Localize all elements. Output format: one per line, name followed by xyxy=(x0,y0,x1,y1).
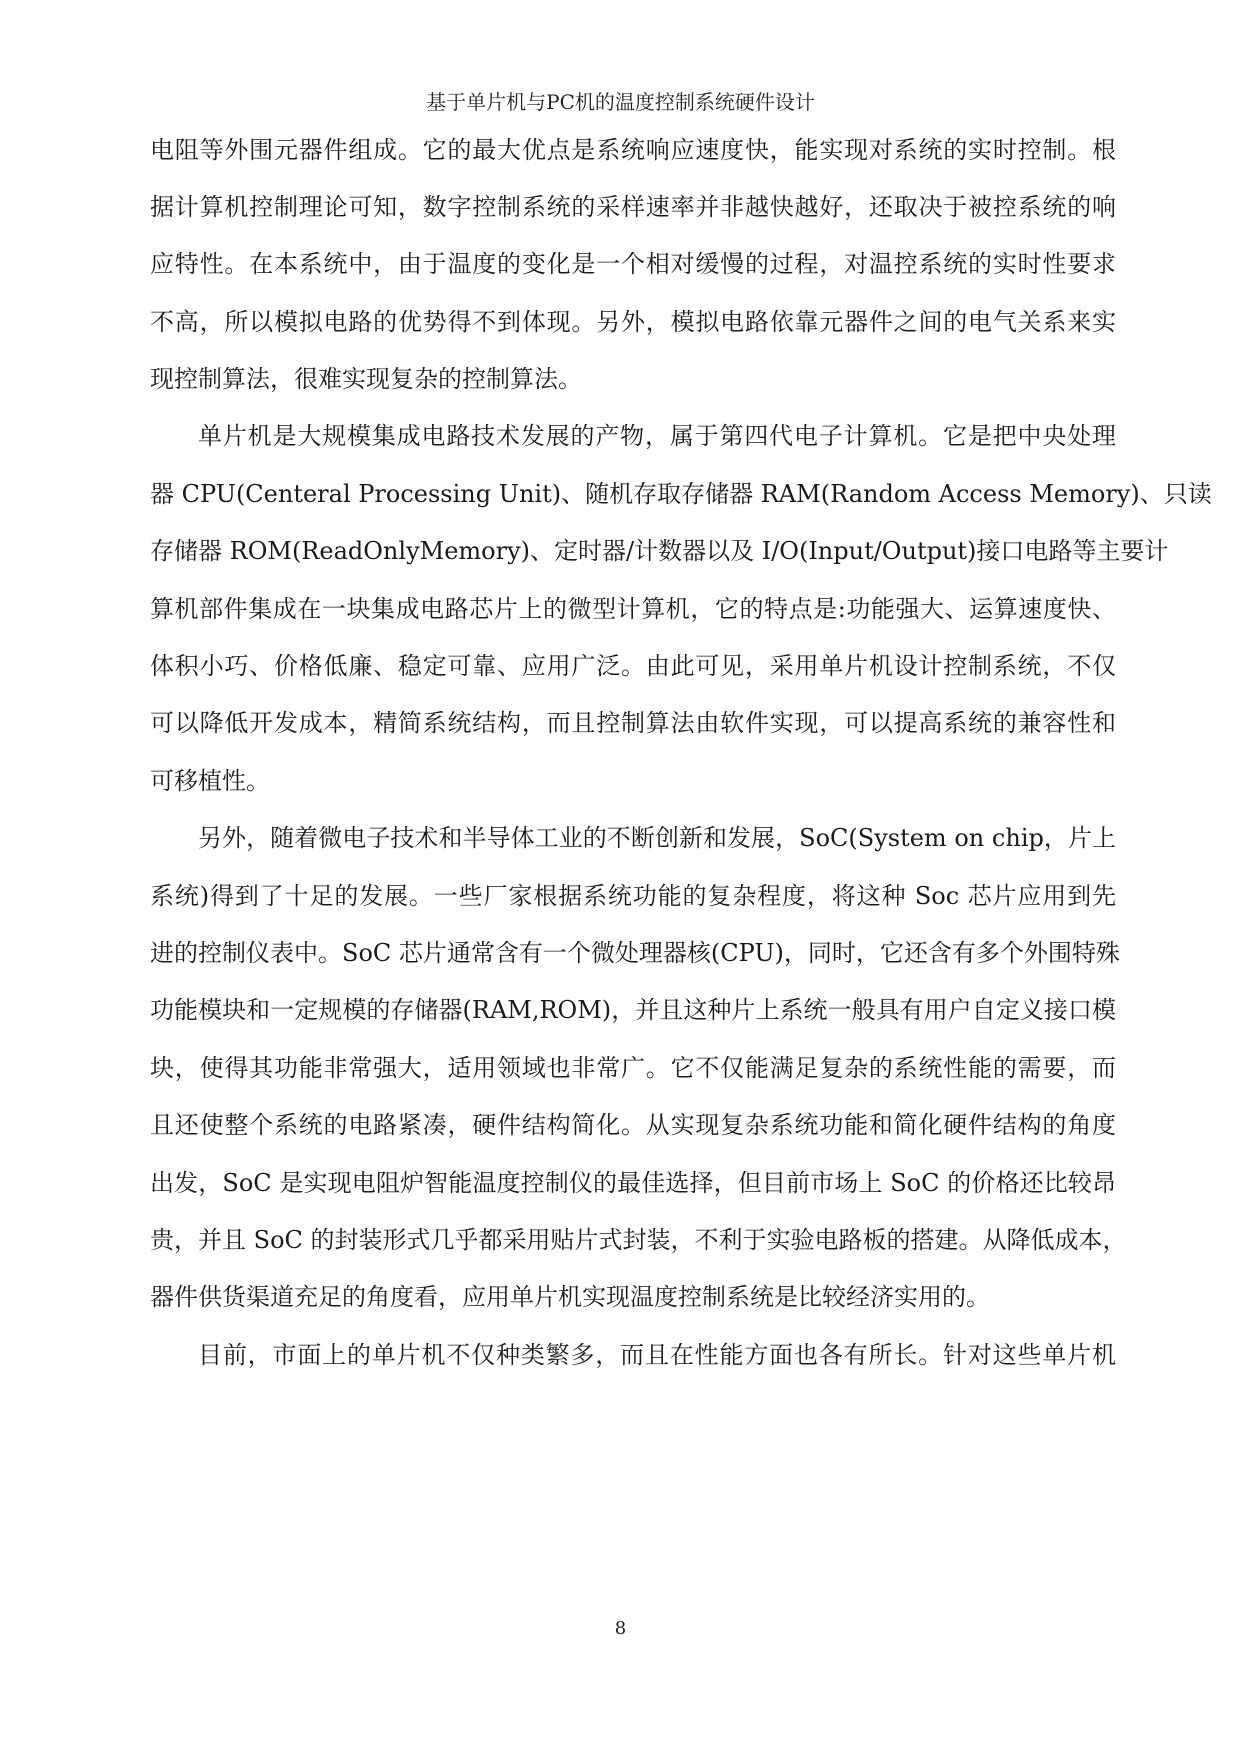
paragraph-line: 器 CPU(Centeral Processing Unit)、随机存取存储器 RAM(Random Access Memory)、只读 xyxy=(150,480,1212,508)
paragraph-line: 可以降低开发成本，精简系统结构，而且控制算法由软件实现，可以提高系统的兼容性和 xyxy=(150,709,1116,737)
paragraph-line: 存储器 ROM(ReadOnlyMemory)、定时器/计数器以及 I/O(Input/Output)接口电路等主要计 xyxy=(150,537,1169,565)
paragraph-line: 不高，所以模拟电路的优势得不到体现。另外，模拟电路依靠元器件之间的电气关系来实 xyxy=(150,308,1116,336)
running-header: 基于单片机与PC机的温度控制系统硬件设计 xyxy=(426,90,815,114)
paragraph-line: 贵，并且 SoC 的封装形式几乎都采用贴片式封装，不利于实验电路板的搭建。从降低成本， xyxy=(150,1226,1127,1254)
paragraph-line: 现控制算法，很难实现复杂的控制算法。 xyxy=(150,365,582,393)
paragraph-line: 电阻等外围元器件组成。它的最大优点是系统响应速度快，能实现对系统的实时控制。根 xyxy=(150,136,1116,164)
paragraph-line: 进的控制仪表中。SoC 芯片通常含有一个微处理器核(CPU)，同时，它还含有多个外围特殊 xyxy=(150,939,1120,967)
paragraph-line: 器件供货渠道充足的角度看，应用单片机实现温度控制系统是比较经济实用的。 xyxy=(150,1283,990,1311)
paragraph-line: 据计算机控制理论可知，数字控制系统的采样速率并非越快越好，还取决于被控系统的响 xyxy=(150,193,1116,221)
paragraph-line: 且还使整个系统的电路紧凑，硬件结构简化。从实现复杂系统功能和简化硬件结构的角度 xyxy=(150,1111,1116,1139)
paragraph-first-line: 目前，市面上的单片机不仅种类繁多，而且在性能方面也各有所长。针对这些单片机 xyxy=(198,1341,1116,1369)
page-number: 8 xyxy=(614,1618,627,1639)
paragraph-line: 系统)得到了十足的发展。一些厂家根据系统功能的复杂程度，将这种 Soc 芯片应用到先 xyxy=(150,882,1116,910)
paragraph-line: 体积小巧、价格低廉、稳定可靠、应用广泛。由此可见，采用单片机设计控制系统，不仅 xyxy=(150,652,1116,680)
paragraph-line: 出发，SoC 是实现电阻炉智能温度控制仪的最佳选择，但目前市场上 SoC 的价格还比较昂 xyxy=(150,1169,1116,1197)
paragraph-line: 可移植性。 xyxy=(150,767,270,795)
paragraph-line: 应特性。在本系统中，由于温度的变化是一个相对缓慢的过程，对温控系统的实时性要求 xyxy=(150,250,1116,278)
paragraph-line: 功能模块和一定规模的存储器(RAM,ROM)，并且这种片上系统一般具有用户自定义接口模 xyxy=(150,996,1116,1024)
paragraph-first-line: 另外，随着微电子技术和半导体工业的不断创新和发展，SoC(System on chip，片上 xyxy=(198,824,1116,852)
paragraph-first-line: 单片机是大规模集成电路技术发展的产物，属于第四代电子计算机。它是把中央处理 xyxy=(198,422,1116,450)
paragraph-line: 块，使得其功能非常强大，适用领域也非常广。它不仅能满足复杂的系统性能的需要，而 xyxy=(150,1054,1116,1082)
paragraph-line: 算机部件集成在一块集成电路芯片上的微型计算机，它的特点是:功能强大、运算速度快、 xyxy=(150,595,1116,623)
